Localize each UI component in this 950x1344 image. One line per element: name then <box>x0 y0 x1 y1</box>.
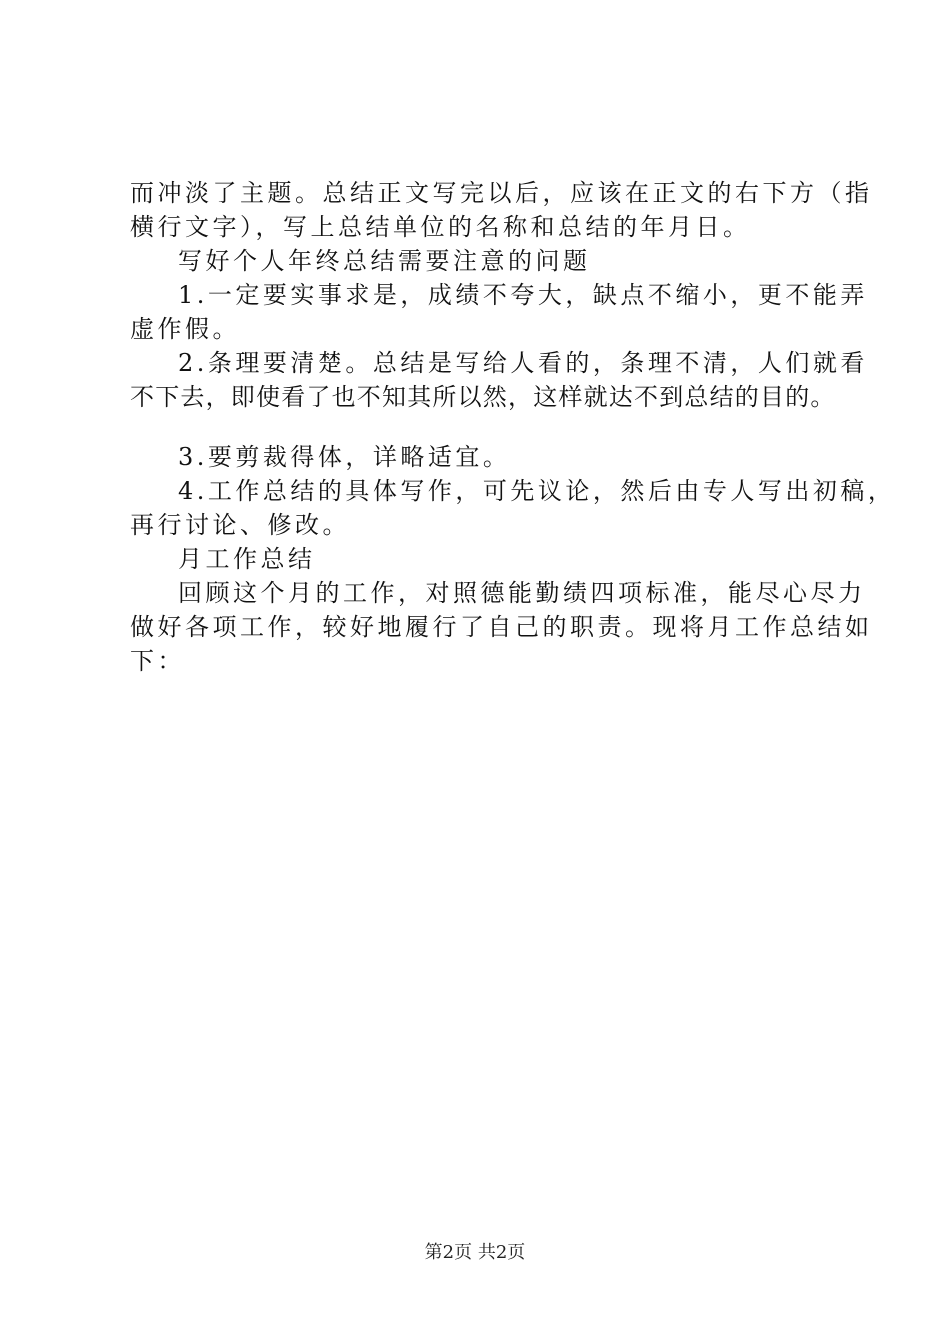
page-number-footer: 第2页 共2页 <box>424 1242 526 1263</box>
document-body <box>130 176 896 678</box>
paragraph-line: 回顾这个月的工作，对照德能勤绩四项标准，能尽心尽力 <box>178 579 866 607</box>
paragraph-line: 横行文字），写上总结单位的名称和总结的年月日。 <box>130 213 751 241</box>
list-item-4: 4.工作总结的具体写作，可先议论，然后由专人写出初稿， <box>178 477 896 505</box>
list-item-2-continuation: 不下去，即使看了也不知其所以然，这样就达不到总结的目的。 <box>130 383 836 411</box>
section-heading: 写好个人年终总结需要注意的问题 <box>178 247 591 275</box>
list-item-2: 2.条理要清楚。总结是写给人看的，条理不清，人们就看 <box>178 349 868 377</box>
paragraph-line: 下： <box>130 647 185 675</box>
list-item-4-continuation: 再行讨论、修改。 <box>130 511 350 539</box>
paragraph-line: 而冲淡了主题。总结正文写完以后，应该在正文的右下方（指 <box>130 179 873 207</box>
list-item-3: 3.要剪裁得体，详略适宜。 <box>178 443 511 471</box>
section-heading-monthly: 月工作总结 <box>178 545 316 573</box>
paragraph-line: 做好各项工作，较好地履行了自己的职责。现将月工作总结如 <box>130 613 873 641</box>
list-item-1: 1.一定要实事求是，成绩不夸大，缺点不缩小，更不能弄 <box>178 281 868 309</box>
list-item-1-continuation: 虚作假。 <box>130 315 240 343</box>
paragraph-spacer <box>130 414 830 440</box>
